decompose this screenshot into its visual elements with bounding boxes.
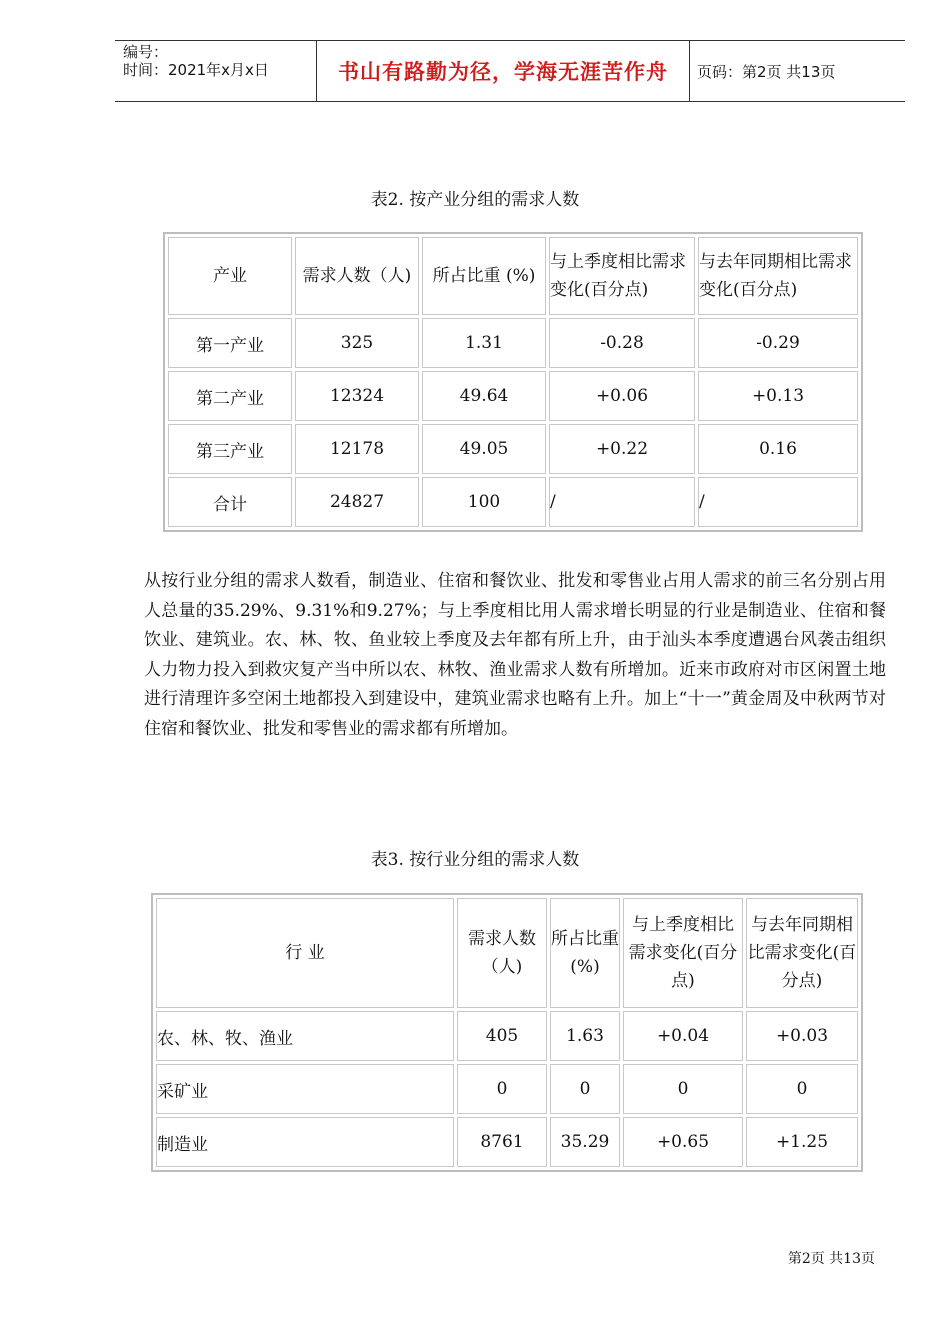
table3-header-cell: 所占比重 (%) bbox=[550, 898, 620, 1008]
table2-cell: 12178 bbox=[295, 424, 419, 474]
table-row bbox=[156, 1064, 858, 1114]
table-row bbox=[168, 371, 858, 421]
table3-cell: 35.29 bbox=[550, 1117, 620, 1167]
table2-header-cell: 所占比重 (%) bbox=[422, 237, 546, 315]
table3-cell: 0 bbox=[746, 1064, 858, 1114]
table3-cell: 制造业 bbox=[156, 1117, 454, 1167]
table3-cell: 8761 bbox=[457, 1117, 547, 1167]
page-footer: 第2页 共13页 bbox=[787, 1251, 875, 1267]
table2-cell: 第三产业 bbox=[168, 424, 292, 474]
table3-cell: 农、林、牧、渔业 bbox=[156, 1011, 454, 1061]
table3-cell: 1.63 bbox=[550, 1011, 620, 1061]
table2-caption: 表2. 按产业分组的需求人数 bbox=[370, 190, 580, 210]
table3-cell: 0 bbox=[623, 1064, 743, 1114]
table2-header-cell: 与上季度相比需求变化(百分点) bbox=[549, 237, 695, 315]
table3-cell: +0.03 bbox=[746, 1011, 858, 1061]
table2-cell: 49.64 bbox=[422, 371, 546, 421]
table-row bbox=[156, 1011, 858, 1061]
table2-cell: 第一产业 bbox=[168, 318, 292, 368]
table2-cell: 0.16 bbox=[698, 424, 858, 474]
header-number: 编号： bbox=[123, 43, 169, 61]
table2-cell: 325 bbox=[295, 318, 419, 368]
table3-header-cell: 与去年同期相比需求变化(百分点) bbox=[746, 898, 858, 1008]
table2 bbox=[163, 232, 863, 532]
table2-cell: +0.13 bbox=[698, 371, 858, 421]
table2-cell: 12324 bbox=[295, 371, 419, 421]
table3-cell: +1.25 bbox=[746, 1117, 858, 1167]
table2-cell: / bbox=[549, 477, 695, 527]
table3 bbox=[151, 893, 863, 1172]
page-header bbox=[115, 40, 905, 102]
body-paragraph: 从按行业分组的需求人数看，制造业、住宿和餐饮业、批发和零售业占用人需求的前三名分别占用人总量的35.29%、9.31%和9.27%；与上季度相比用人需求增长明显的行业是制造业、住宿和餐饮业、建筑业。农、林、牧、鱼业较上季度及去年都有所上升，由于汕头本季度遭遇台风袭击组织人力物力投入到救灾复产当中所以农、林牧、渔业需求人数有所增加。近来市政府对市区闲置土地进行清理许多空闲土地都投入到建设中，建筑业需求也略有上升。加上“十一”黄金周及中秋两节对住宿和餐饮业、批发和零售业的需求都有所增加。 bbox=[144, 571, 886, 739]
table3-cell: 采矿业 bbox=[156, 1064, 454, 1114]
table3-header-cell: 需求人数（人) bbox=[457, 898, 547, 1008]
header-motto: 书山有路勤为径，学海无涯苦作舟 bbox=[338, 60, 668, 84]
table2-cell: 1.31 bbox=[422, 318, 546, 368]
table2-cell: 100 bbox=[422, 477, 546, 527]
header-page-number: 页码：第2页 共13页 bbox=[697, 62, 836, 81]
table2-cell: 49.05 bbox=[422, 424, 546, 474]
table2-cell: +0.06 bbox=[549, 371, 695, 421]
table2-cell: 24827 bbox=[295, 477, 419, 527]
table-row bbox=[156, 1117, 858, 1167]
table3-header-cell: 与上季度相比需求变化(百分点) bbox=[623, 898, 743, 1008]
table2-header-cell: 与去年同期相比需求变化(百分点) bbox=[698, 237, 858, 315]
header-time: 时间：2021年x月x日 bbox=[123, 61, 269, 79]
header-divider bbox=[689, 41, 690, 101]
table3-cell: +0.65 bbox=[623, 1117, 743, 1167]
table3-header-row bbox=[156, 898, 858, 1008]
table-row bbox=[168, 424, 858, 474]
table3-caption: 表3. 按行业分组的需求人数 bbox=[370, 850, 580, 870]
table2-cell: +0.22 bbox=[549, 424, 695, 474]
table3-header-cell: 行 业 bbox=[156, 898, 454, 1008]
table2-cell: / bbox=[698, 477, 858, 527]
table2-header-row bbox=[168, 237, 858, 315]
table3-cell: 405 bbox=[457, 1011, 547, 1061]
table2-cell: 第二产业 bbox=[168, 371, 292, 421]
table3-cell: 0 bbox=[550, 1064, 620, 1114]
header-meta bbox=[123, 43, 318, 101]
table2-header-cell: 产业 bbox=[168, 237, 292, 315]
table-row bbox=[168, 318, 858, 368]
table-row bbox=[168, 477, 858, 527]
table3-cell: +0.04 bbox=[623, 1011, 743, 1061]
table2-header-cell: 需求人数（人) bbox=[295, 237, 419, 315]
table3-cell: 0 bbox=[457, 1064, 547, 1114]
table2-cell: -0.28 bbox=[549, 318, 695, 368]
table2-cell: -0.29 bbox=[698, 318, 858, 368]
table2-cell: 合计 bbox=[168, 477, 292, 527]
